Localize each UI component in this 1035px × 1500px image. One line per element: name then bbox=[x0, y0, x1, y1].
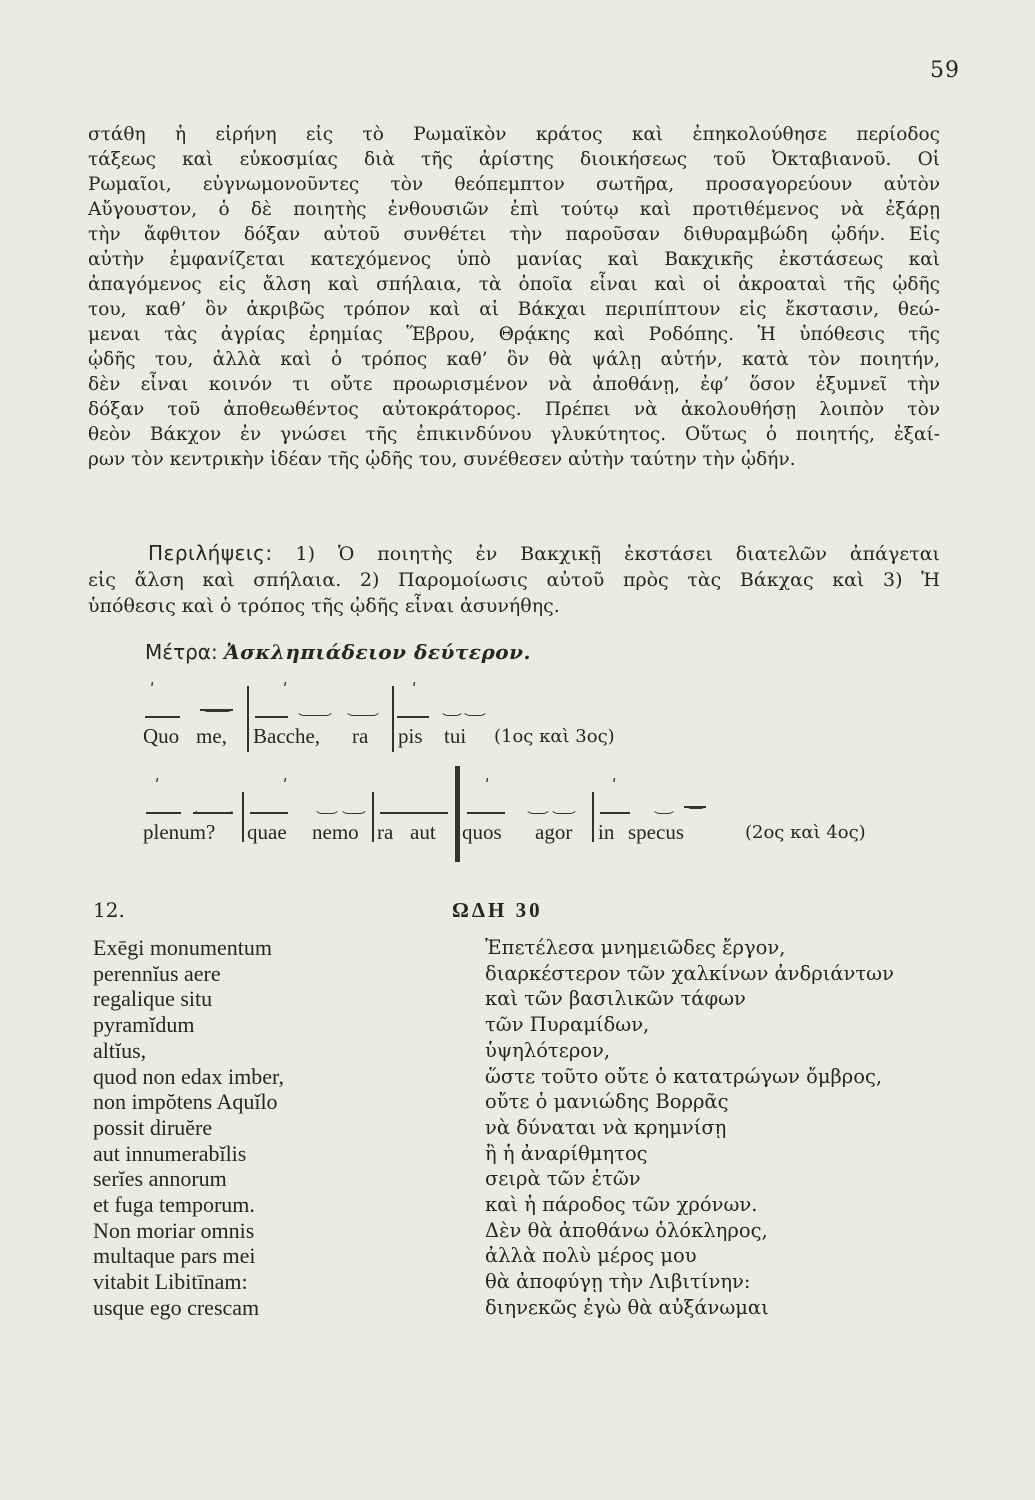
summary-line: εἰς ἄλση καὶ σπήλαια. 2) Παρομοίωσις αὐτοῦ πρὸς τὰς Βάκχας καὶ 3) Ἡ bbox=[88, 569, 940, 591]
syllable: in bbox=[598, 820, 615, 844]
latin-text bbox=[93, 935, 284, 1321]
latin-line: non impŏtens Aquĭlo bbox=[93, 1089, 278, 1115]
commentary-paragraph bbox=[88, 122, 940, 472]
short-mark bbox=[550, 806, 578, 814]
foot-divider bbox=[242, 792, 244, 842]
syllable: plenum? bbox=[143, 820, 216, 844]
prose-line: δόξαν τοῦ ἀποθεωθέντος αὐτοκράτορος. Πρέπει νὰ ἀκολουθήσῃ λοιπὸν τὸν bbox=[88, 399, 940, 420]
summary-line: ὑπόθεσις καὶ ὁ τρόπος τῆς ᾠδῆς εἶναι ἀσυνήθης. bbox=[88, 595, 560, 617]
short-mark bbox=[314, 806, 340, 814]
ictus-mark: ʹ bbox=[612, 776, 617, 795]
foot-divider bbox=[247, 686, 249, 752]
short-mark bbox=[345, 708, 381, 716]
syllable: quae bbox=[247, 820, 287, 844]
meter-name: Ἀσκληπιάδειον δεύτερον. bbox=[224, 640, 531, 664]
prose-line: μεναι τὰς ἀγρίας ἐρημίας Ἕβρου, Θρᾴκης καὶ Ροδόπης. Ἡ ὑπόθεσις τῆς bbox=[88, 324, 940, 345]
greek-line: νὰ δύναται νὰ κρημνίσῃ bbox=[485, 1115, 727, 1139]
latin-line: usque ego crescam bbox=[93, 1294, 260, 1320]
greek-line: οὔτε ὁ μανιώδης Βορρᾶς bbox=[485, 1090, 729, 1114]
long-mark bbox=[250, 812, 288, 814]
short-mark bbox=[652, 806, 676, 814]
prose-line: τὴν ἄφθιτον δόξαν αὐτοῦ συνθέτει τὴν παροῦσαν διθυραμβώδη ᾠδήν. Εἰς bbox=[88, 224, 940, 245]
ictus-mark: ʹ bbox=[150, 680, 155, 699]
greek-line: ἢ ἡ ἀναρίθμητος bbox=[485, 1141, 648, 1165]
short-mark bbox=[200, 704, 235, 712]
greek-line: τῶν Πυραμίδων, bbox=[485, 1013, 650, 1037]
latin-line: serĭes annorum bbox=[93, 1166, 227, 1192]
syllable: Quo bbox=[143, 724, 180, 748]
syllable: nemo bbox=[312, 820, 359, 844]
prose-line: δὲν εἶναι κοινόν τι οὔτε προωρισμένον νὰ ἀποθάνῃ, ἐφ’ ὅσον ἐξυμνεῖ τὴν bbox=[88, 374, 940, 395]
scansion-note: (1ος καὶ 3ος) bbox=[494, 726, 615, 747]
long-mark bbox=[145, 716, 180, 718]
greek-line: θὰ ἀποφύγῃ τὴν Λιβιτίνην: bbox=[485, 1270, 751, 1294]
prose-line: ᾠδῆς του, ἀλλὰ καὶ ὁ τρόπος καθ’ ὃν θὰ ψάλῃ αὐτήν, κατὰ τὸν ποιητήν, bbox=[88, 349, 940, 370]
greek-line: καὶ τῶν βασιλικῶν τάφων bbox=[485, 987, 746, 1011]
greek-line: διηνεκῶς ἐγὼ θὰ αὐξάνωμαι bbox=[485, 1295, 769, 1319]
latin-line: perennĭus aere bbox=[93, 960, 221, 986]
long-mark bbox=[467, 812, 505, 814]
long-mark bbox=[397, 716, 429, 718]
greek-line: Δὲν θὰ ἀποθάνω ὁλόκληρος, bbox=[485, 1218, 768, 1242]
greek-line: Ἐπετέλεσα μνημειῶδες ἔργον, bbox=[485, 936, 786, 959]
ictus-mark: ʹ bbox=[485, 776, 490, 795]
syllable: aut bbox=[410, 820, 436, 844]
latin-line: Exēgi monumentum bbox=[93, 935, 273, 960]
syllable: ra bbox=[352, 724, 369, 748]
greek-line: καὶ ἡ πάροδος τῶν χρόνων. bbox=[485, 1193, 758, 1217]
latin-line: vitabit Libitīnam: bbox=[93, 1269, 248, 1295]
meter-heading bbox=[145, 640, 531, 664]
greek-line: ἀλλὰ πολὺ μέρος μου bbox=[485, 1244, 697, 1268]
long-mark bbox=[255, 716, 288, 718]
greek-line: διαρκέστερον τῶν χαλκίνων ἀνδριάντων bbox=[485, 961, 894, 985]
short-mark bbox=[684, 801, 708, 809]
prose-line: αὐτὴν ἐμφανίζεται κατεχόμενος ὑπὸ μανίας καὶ Βακχικῆς ἐκστάσεως καὶ bbox=[88, 249, 940, 270]
ictus-mark: ʹ bbox=[412, 680, 417, 699]
short-mark bbox=[193, 806, 235, 814]
ictus-mark: ʹ bbox=[283, 776, 288, 795]
page-number: 59 bbox=[930, 58, 960, 83]
summary-text: 1) Ὁ ποιητὴς ἐν Βακχικῇ ἐκστάσει διατελῶν ἀπάγεται bbox=[295, 543, 940, 565]
latin-line: multaque pars mei bbox=[93, 1243, 256, 1269]
foot-divider bbox=[592, 792, 594, 842]
short-mark bbox=[462, 708, 488, 716]
prose-line: Αὔγουστον, ὁ δὲ ποιητὴς ἐνθουσιῶν ἐπὶ τούτῳ καὶ προτιθέμενος νὰ ἐξάρῃ bbox=[88, 199, 940, 220]
long-mark bbox=[146, 812, 181, 814]
foot-divider bbox=[392, 686, 394, 752]
summary-section bbox=[88, 540, 940, 619]
prose-line: ρων τὸν κεντρικὴν ἰδέαν τῆς ᾠδῆς του, συνέθεσεν αὐτὴν ταύτην τὴν ᾠδήν. bbox=[88, 449, 796, 470]
short-mark bbox=[296, 708, 334, 716]
syllable: me, bbox=[196, 724, 227, 748]
summary-line bbox=[88, 540, 940, 567]
scansion-note: (2ος καὶ 4ος) bbox=[745, 822, 866, 843]
latin-line: possit diruĕre bbox=[93, 1114, 213, 1140]
caesura-bar bbox=[455, 766, 460, 862]
syllable: pis bbox=[398, 724, 423, 748]
syllable: quos bbox=[462, 820, 502, 844]
prose-line: του, καθ’ ὃν ἀκριβῶς τρόπον καὶ αἱ Βάκχαι περιπίπτουν εἰς ἔκστασιν, θεώ- bbox=[88, 299, 940, 320]
foot-divider bbox=[372, 792, 374, 842]
syllable: agor bbox=[535, 820, 573, 844]
greek-line: ὑψηλότερον, bbox=[485, 1038, 611, 1062]
latin-line: et fuga temporum. bbox=[93, 1192, 255, 1218]
prose-line: ἀπαγόμενος εἰς ἄλση καὶ σπήλαια, τὰ ὁποῖα εἶναι καὶ οἱ ἀκροαταὶ τῆς ᾠδῆς bbox=[88, 274, 940, 295]
syllable: tui bbox=[444, 724, 467, 748]
short-mark bbox=[440, 708, 464, 716]
syllable: Bacche, bbox=[253, 724, 321, 748]
poem-title: ΩΔΗ 30 bbox=[452, 898, 543, 922]
greek-translation bbox=[485, 935, 894, 1321]
prose-line: στάθη ἡ εἰρήνη εἰς τὸ Ρωμαϊκὸν κράτος καὶ ἐπηκολούθησε περίοδος bbox=[88, 124, 940, 145]
syllable: specus bbox=[628, 820, 684, 844]
latin-line: regalique situ bbox=[93, 986, 213, 1012]
meter-label: Μέτρα: bbox=[145, 640, 218, 664]
prose-line: Ρωμαῖοι, εὐγνωμονοῦντες τὸν θεόπεμπτον σωτῆρα, προσαγορεύουν αὐτὸν bbox=[88, 174, 940, 195]
syllable: ra bbox=[377, 820, 394, 844]
latin-line: quod non edax imber, bbox=[93, 1063, 284, 1089]
latin-line: altĭus, bbox=[93, 1037, 147, 1063]
greek-line: ὥστε τοῦτο οὔτε ὁ κατατρώγων ὄμβρος, bbox=[485, 1064, 883, 1088]
latin-line: pyramĭdum bbox=[93, 1012, 195, 1038]
latin-line: aut innumerabĭlis bbox=[93, 1140, 247, 1166]
greek-line: σειρὰ τῶν ἐτῶν bbox=[485, 1167, 641, 1191]
summary-label: Περιλήψεις: bbox=[148, 541, 273, 565]
prose-line: θεὸν Βάκχον ἐν γνώσει τῆς ἐπικινδύνου γλυκύτητος. Οὕτως ὁ ποιητής, ἐξαί- bbox=[88, 424, 940, 445]
long-mark bbox=[600, 812, 630, 814]
poem-number: 12. bbox=[93, 898, 125, 922]
long-mark bbox=[380, 812, 448, 814]
short-mark bbox=[340, 806, 368, 814]
ictus-mark: ʹ bbox=[155, 776, 160, 795]
prose-line: τάξεως καὶ εὐκοσμίας διὰ τῆς ἀρίστης διοικήσεως τοῦ Ὀκταβιανοῦ. Οἱ bbox=[88, 149, 940, 170]
latin-line: Non moriar omnis bbox=[93, 1217, 255, 1243]
ictus-mark: ʹ bbox=[283, 680, 288, 699]
short-mark bbox=[525, 806, 551, 814]
